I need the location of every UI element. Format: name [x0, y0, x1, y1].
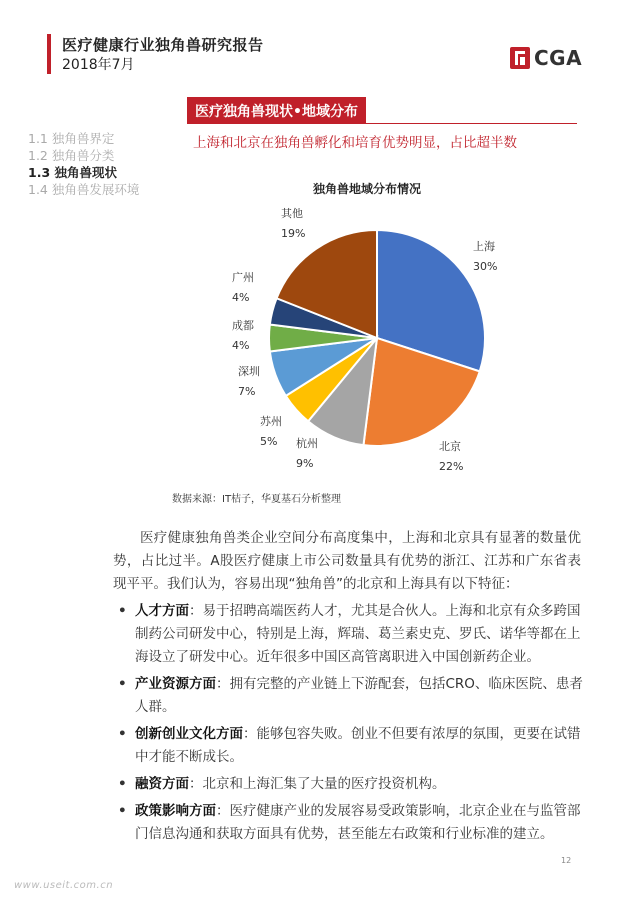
pie-label-value: 4% — [232, 339, 250, 352]
pie-label-name: 成都 — [232, 319, 254, 332]
pie-label-8 — [281, 204, 305, 244]
page-number: 12 — [561, 856, 572, 865]
pie-label-name: 深圳 — [238, 365, 260, 378]
pie-label-name: 广州 — [232, 271, 254, 284]
bullet-text: ：能够包容失败。创业不但要有浓厚的氛围，更要在试错中才能不断成长。 — [135, 726, 581, 765]
bullet-title: 融资方面 — [135, 776, 189, 792]
watermark: www.useit.com.cn — [14, 880, 114, 891]
bullet-dot-icon: • — [118, 676, 127, 692]
pie-label-name: 北京 — [439, 440, 461, 453]
intro-text: 医疗健康独角兽类企业空间分布高度集中，上海和北京具有显著的数量优势，占比过半。A股医疗健康上市公司数量具有优势的浙江、江苏和广东省表现平平。我们认为，容易出现“独角兽”的北京和上海具有以下特征： — [113, 530, 581, 592]
pie-label-name: 苏州 — [260, 415, 282, 428]
feature-list — [118, 600, 583, 850]
chart-title: 独角兽地域分布情况 — [313, 182, 422, 196]
section-tag: 医疗独角兽现状•地域分布 — [187, 97, 366, 123]
list-item — [118, 773, 583, 796]
section-subtitle: 上海和北京在独角兽孵化和培育优势明显，占比超半数 — [193, 135, 517, 151]
bullet-title: 人才方面 — [135, 603, 189, 619]
toc-item-1[interactable]: 1.1 独角兽界定 — [28, 131, 115, 146]
bullet-text: ：易于招聘高端医药人才，尤其是合伙人。上海和北京有众多跨国制药公司研发中心，特别是上海，辉瑞、葛兰素史克、罗氏、诺华等都在上海设立了研发中心。近年很多中国区高管离职进入中国创新药企业。 — [135, 603, 581, 665]
pie-label-7 — [232, 268, 254, 308]
pie-label-value: 30% — [473, 260, 498, 273]
pie-label-value: 5% — [260, 435, 278, 448]
pie-label-6 — [232, 316, 254, 356]
list-item — [118, 723, 583, 769]
pie-label-1 — [473, 237, 497, 277]
pie-label-value: 22% — [439, 460, 464, 473]
pie-label-name: 上海 — [473, 240, 495, 253]
pie-label-value: 19% — [281, 227, 306, 240]
toc-item-3[interactable]: 1.3 独角兽现状 — [28, 165, 117, 180]
data-source: 数据来源：IT桔子，华夏基石分析整理 — [172, 494, 342, 505]
pie-label-value: 9% — [296, 457, 314, 470]
bullet-title: 政策影响方面 — [135, 803, 216, 819]
pie-label-5 — [238, 362, 260, 402]
pie-label-2 — [439, 437, 463, 477]
pie-label-value: 7% — [238, 385, 256, 398]
body-paragraph — [113, 527, 581, 596]
bullet-dot-icon: • — [118, 803, 127, 819]
toc-item-4[interactable]: 1.4 独角兽发展环境 — [28, 182, 140, 197]
pie-label-name: 杭州 — [296, 437, 318, 450]
report-title: 医疗健康行业独角兽研究报告 — [62, 36, 264, 54]
pie-label-4 — [260, 412, 282, 452]
list-item — [118, 673, 583, 719]
logo-text: CGA — [534, 46, 583, 70]
toc-item-2[interactable]: 1.2 独角兽分类 — [28, 148, 115, 163]
report-date: 2018年7月 — [62, 57, 135, 73]
pie-label-name: 其他 — [281, 207, 303, 220]
bullet-title: 创新创业文化方面 — [135, 726, 243, 742]
bullet-text: ：北京和上海汇集了大量的医疗投资机构。 — [189, 776, 446, 792]
bullet-text: ：拥有完整的产业链上下游配套，包括CRO、临床医院、患者人群。 — [135, 676, 583, 715]
bullet-dot-icon: • — [118, 603, 127, 619]
bullet-dot-icon: • — [118, 776, 127, 792]
bullet-dot-icon: • — [118, 726, 127, 742]
bullet-title: 产业资源方面 — [135, 676, 216, 692]
pie-label-value: 4% — [232, 291, 250, 304]
bullet-text: ：医疗健康产业的发展容易受政策影响，北京企业在与监管部门信息沟通和获取方面具有优势，甚至能左右政策和行业标准的建立。 — [135, 803, 581, 842]
list-item — [118, 800, 583, 846]
pie-label-3 — [296, 434, 318, 474]
list-item — [118, 600, 583, 669]
